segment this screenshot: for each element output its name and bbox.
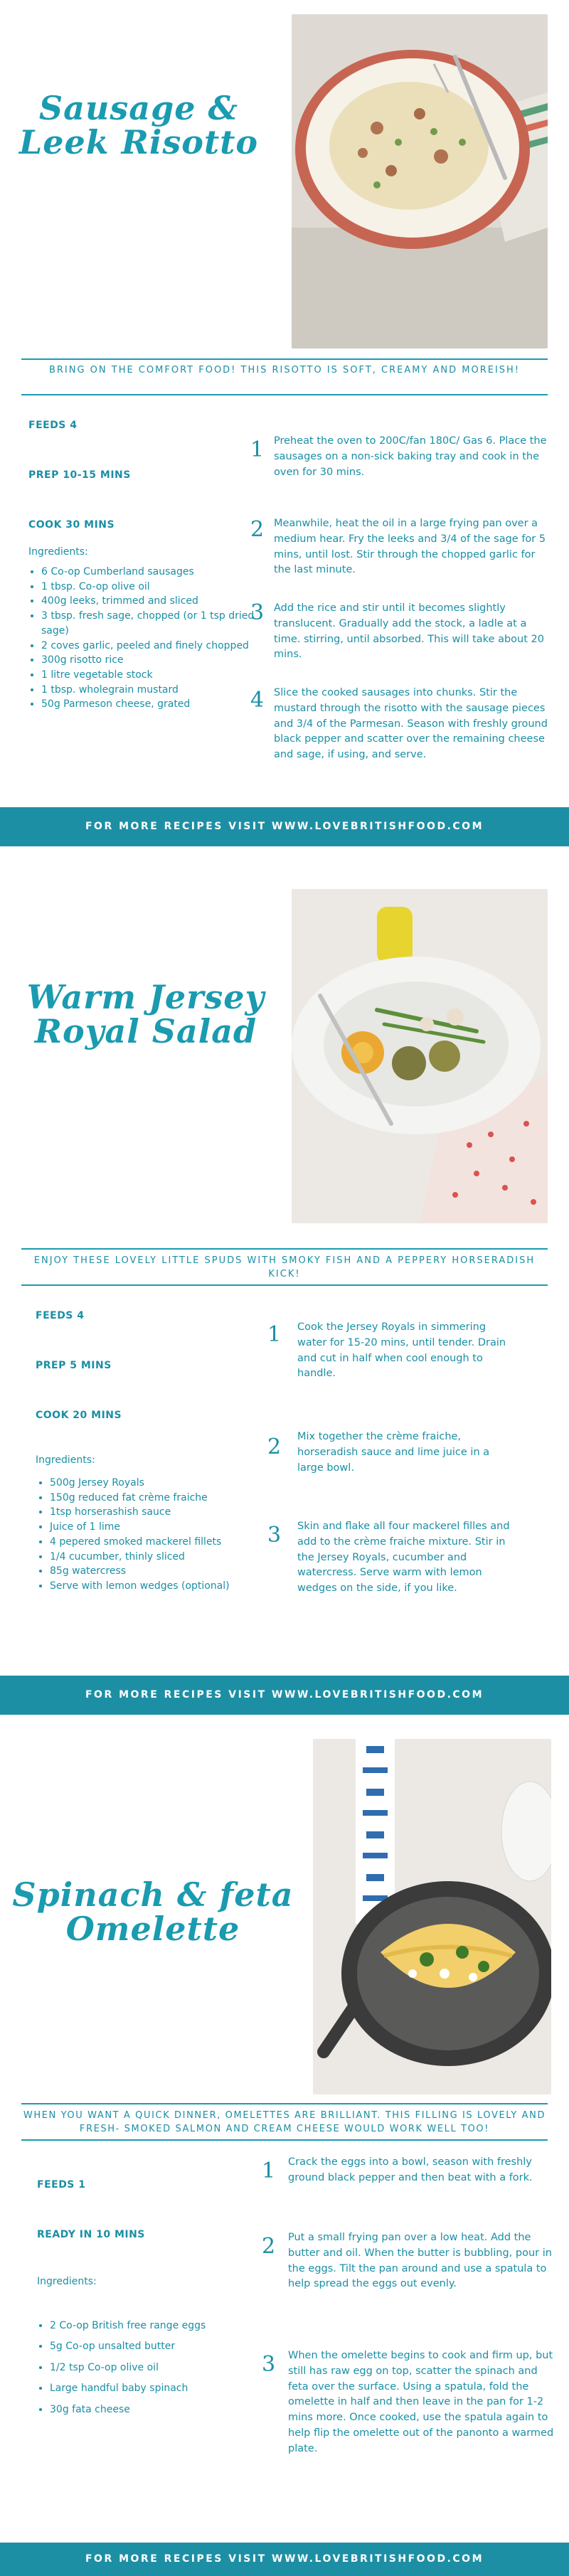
recipe-title [7,1875,299,1949]
title-line-2: Leek Risotto [18,123,259,162]
divider-top [21,2103,548,2104]
recipes-link-banner[interactable]: FOR MORE RECIPES VISIT WWW.LOVEBRITISHFOOD.COM [0,1676,569,1715]
step-number: 3 [267,1523,282,1548]
title-line-2: Omelette [65,1910,240,1949]
ingredient-item: • 4 pepered smoked mackerel fillets [50,1535,263,1550]
step-number: 4 [250,688,265,713]
feeds-label: FEEDS 4 [28,420,78,431]
ingredient-item: • 2 Co-op British free range eggs [50,2316,249,2336]
ingredient-item: • 1/2 tsp Co-op olive oil [50,2358,249,2378]
ingredient-item: • 3 tbsp. fresh sage, chopped (or 1 tsp dried sage) [41,609,255,638]
ingredient-item: • 1 tbsp. Co-op olive oil [41,580,255,595]
step-text: Slice the cooked sausages into chunks. Stir the mustard through the risotto with the sausage pieces and 3/4 of the Parmesan. Season with freshly ground black pepper and scatter over the remaining cheese and sage, if using, and serve. [274,687,548,760]
ingredients-heading: Ingredients: [37,2276,97,2287]
step-text: Preheat the oven to 200C/fan 180C/ Gas 6. Place the sausages on a non-sick baking tray and cook in the oven for 30 mins. [274,435,547,478]
ready-time: READY IN 10 MINS [37,2229,145,2240]
ingredient-item: • 2 coves garlic, peeled and finely chopped [41,639,255,654]
cook-time: COOK 20 MINS [36,1410,122,1421]
step-text: Put a small frying pan over a low heat. Add the butter and oil. When the butter is bubbling, pour in the eggs. Tilt the pan around and use a spatula to help spread the eggs out evenly. [288,2232,552,2290]
title-line-1: Warm Jersey [26,978,265,1016]
title-line-1: Sausage & [38,89,239,127]
recipes-link-banner[interactable]: FOR MORE RECIPES VISIT WWW.LOVEBRITISHFOOD.COM [0,807,569,846]
ingredient-item: • 150g reduced fat crème fraiche [50,1491,263,1506]
divider-bottom [21,2139,548,2141]
recipe-tagline: BRING ON THE COMFORT FOOD! THIS RISOTTO IS SOFT, CREAMY AND MOREISH! [48,365,521,376]
ingredients-list [37,2316,249,2420]
ingredient-item: • 1 litre vegetable stock [41,668,255,683]
step-number: 1 [267,1322,282,1347]
step-number: 3 [262,2352,276,2377]
ingredient-item: • Serve with lemon wedges (optional) [50,1579,263,1594]
ingredient-item: • Large handful baby spinach [50,2378,249,2399]
ingredient-item: • 5g Co-op unsalted butter [50,2336,249,2357]
recipe-tagline: ENJOY THESE LOVELY LITTLE SPUDS WITH SMOKY FISH AND A PEPPERY HORSERADISH KICK! [33,1255,536,1279]
step-number: 1 [250,437,265,462]
step-text: Add the rice and stir until it becomes slightly translucent. Gradually add the stock, a ladle at a time. stirring, until absorbed. This will take about 20 mins. [274,602,544,661]
title-line-2: Royal Salad [34,1012,257,1051]
ingredient-item: • 1/4 cucumber, thinly sliced [50,1550,263,1565]
step-text: Skin and flake all four mackerel filles and add to the crème fraiche mixture. Stir in the Jersey Royals, cucumber and watercress. Serve warm with lemon wedges on the side, if you like. [297,1521,510,1594]
step-number: 1 [262,2159,276,2183]
ingredients-heading: Ingredients: [36,1454,95,1466]
step-text: Cook the Jersey Royals in simmering water for 15-20 mins, until tender. Drain and cut in half when cool enough to handle. [297,1321,506,1380]
prep-time: PREP 5 MINS [36,1360,112,1371]
recipes-link-banner[interactable]: FOR MORE RECIPES VISIT WWW.LOVEBRITISHFOOD.COM [0,2543,569,2576]
title-line-1: Spinach & feta [12,1875,294,1914]
omelette-photo [313,1739,551,2095]
prep-time: PREP 10-15 MINS [28,469,131,481]
ingredient-item: • 500g Jersey Royals [50,1476,263,1491]
step-number: 3 [250,600,265,625]
ingredient-item: • Juice of 1 lime [50,1520,263,1535]
step-text: When the omelette begins to cook and firm up, but still has raw egg on top, scatter the spinach and feta over the surface. Using a spatula, fold the omelette in half and then leave in the pan for 1-2 mins more. Once cooked, use the spatula again to help flip the omelette out of the panonto a warmed plate. [288,2350,554,2454]
step-number: 2 [267,1435,282,1459]
step-text: Mix together the crème fraiche, horseradish sauce and lime juice in a large bowl. [297,1431,490,1474]
ingredient-item: • 6 Co-op Cumberland sausages [41,565,255,580]
recipe-tagline: WHEN YOU WANT A QUICK DINNER, OMELETTES ARE BRILLIANT. THIS FILLING IS LOVELY AND FRESH- SMOKED SALMON AND CREAM CHEESE WOULD WORK WELL TOO! [23,2110,546,2134]
ingredient-item: • 1tsp horserashish sauce [50,1505,263,1520]
cook-time: COOK 30 MINS [28,519,115,531]
step-text: Crack the eggs into a bowl, season with freshly ground black pepper and then beat with a fork. [288,2156,533,2183]
ingredients-heading: Ingredients: [28,546,88,558]
step-text: Meanwhile, heat the oil in a large frying pan over a medium hear. Fry the leeks and 3/4 of the sage for 5 mins, until lost. Stir through the chopped garlic for the last minute. [274,518,546,576]
feeds-label: FEEDS 1 [37,2179,86,2191]
ingredient-item: • 50g Parmeson cheese, grated [41,697,255,712]
step-number: 2 [250,517,265,542]
feeds-label: FEEDS 4 [36,1310,85,1321]
ingredient-item: • 85g watercress [50,1564,263,1579]
ingredient-item: • 30g fata cheese [50,2400,249,2420]
ingredient-item: • 1 tbsp. wholegrain mustard [41,683,255,698]
ingredient-item: • 300g risotto rice [41,653,255,668]
ingredient-item: • 400g leeks, trimmed and sliced [41,594,255,609]
step-number: 2 [262,2234,276,2259]
